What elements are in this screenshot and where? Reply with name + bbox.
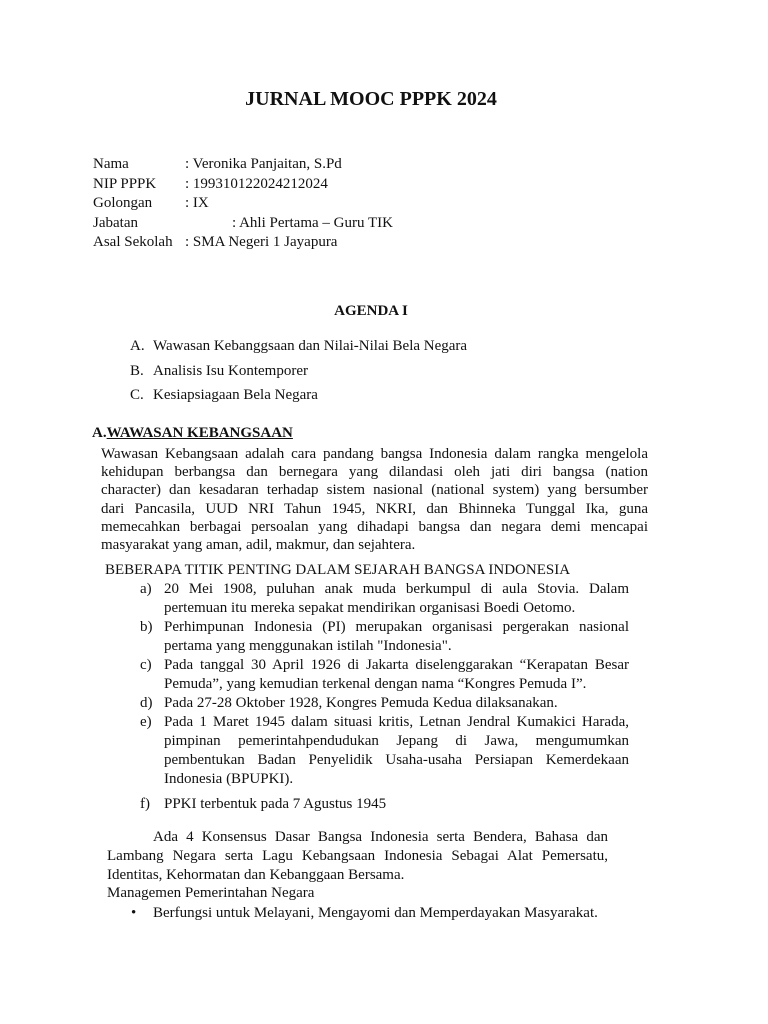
agenda-title: AGENDA I bbox=[334, 303, 408, 319]
paragraph-line: kehidupan berbangsa dan bernegara yang dilandasi oleh jati diri bangsa (nation bbox=[101, 464, 648, 481]
identity-value: : Veronika Panjaitan, S.Pd bbox=[185, 156, 342, 172]
paragraph-line: Wawasan Kebangsaan adalah cara pandang bangsa Indonesia dalam rangka mengelola bbox=[101, 446, 648, 462]
history-line: Indonesia (BPUPKI). bbox=[164, 771, 294, 787]
agenda-marker: B. bbox=[130, 362, 144, 379]
section-prefix: A. bbox=[92, 425, 107, 441]
identity-label: Asal Sekolah bbox=[93, 234, 173, 250]
history-line: Pada 1 Maret 1945 dalam situasi kritis, Letnan Jendral Kumakici Harada, bbox=[164, 714, 629, 730]
identity-label: Nama bbox=[93, 156, 129, 172]
history-line: Pada 27-28 Oktober 1928, Kongres Pemuda Kedua dilaksanakan. bbox=[164, 695, 558, 711]
identity-label: Golongan bbox=[93, 195, 153, 211]
agenda-marker: C. bbox=[130, 387, 144, 403]
history-line: pertemuan itu mereka sepakat mendirikan organisasi Boedi Oetomo. bbox=[164, 600, 576, 616]
bullet-text: Berfungsi untuk Melayani, Mengayomi dan Memperdayakan Masyarakat. bbox=[153, 905, 598, 921]
history-line: Perhimpunan Indonesia (PI) merupakan organisasi pergerakan nasional bbox=[164, 619, 629, 635]
history-item bbox=[140, 795, 629, 814]
history-marker: e) bbox=[140, 714, 152, 730]
management-heading: Managemen Pemerintahan Negara bbox=[107, 885, 315, 901]
consensus-paragraph bbox=[107, 828, 608, 885]
definition-paragraph bbox=[101, 445, 648, 554]
agenda-text: Analisis Isu Kontemporer bbox=[153, 362, 308, 379]
identity-value: : SMA Negeri 1 Jayapura bbox=[185, 234, 338, 250]
identity-label: Jabatan bbox=[93, 214, 138, 231]
history-line: Pemuda”, yang kemudian terkenal dengan nama “Kongres Pemuda I”. bbox=[164, 676, 587, 692]
identity-value: : Ahli Pertama – Guru TIK bbox=[232, 214, 393, 231]
history-marker: b) bbox=[140, 619, 153, 635]
history-subheading: BEBERAPA TITIK PENTING DALAM SEJARAH BANGSA INDONESIA bbox=[105, 562, 571, 578]
history-list bbox=[140, 580, 629, 814]
identity-label: NIP PPPK bbox=[93, 175, 157, 192]
history-line: pertama yang menggunakan istilah "Indonesia". bbox=[164, 638, 452, 654]
paragraph-line: Identitas, Kehormatan dan Kebanggaan Bersama. bbox=[107, 867, 405, 883]
paragraph-line: Ada 4 Konsensus Dasar Bangsa Indonesia serta Bendera, Bahasa dan bbox=[153, 829, 608, 845]
agenda-marker: A. bbox=[130, 338, 145, 354]
paragraph-line: dari Pancasila, UUD NRI Tahun 1945, NKRI, dan Bhinneka Tunggal Ika, guna bbox=[101, 500, 648, 517]
history-item bbox=[140, 580, 629, 618]
history-line: pimpinan pemerintahpendudukan Jepang di Jawa, mengumumkan bbox=[164, 733, 629, 749]
history-line: pembentukan Badan Penyelidik Usaha-usaha Persiapan Kemerdekaan bbox=[164, 752, 629, 768]
history-item bbox=[140, 618, 629, 656]
agenda-text: Kesiapsiagaan Bela Negara bbox=[153, 387, 318, 403]
history-line: 20 Mei 1908, puluhan anak muda berkumpul di aula Stovia. Dalam bbox=[164, 581, 629, 597]
identity-value: : IX bbox=[185, 195, 209, 211]
history-marker: a) bbox=[140, 581, 152, 597]
history-item bbox=[140, 713, 629, 789]
history-item bbox=[140, 694, 629, 713]
paragraph-line: memecahkan berbagai persoalan yang dihadapi bangsa dan negara demi mencapai bbox=[101, 518, 648, 535]
paragraph-line: masyarakat yang aman, adil, makmur, dan sejahtera. bbox=[101, 537, 416, 554]
agenda-text: Wawasan Kebanggsaan dan Nilai-Nilai Bela Negara bbox=[153, 338, 468, 354]
identity-value: : 199310122024212024 bbox=[185, 175, 328, 192]
paragraph-line: Lambang Negara serta Lagu Kebangsaan Indonesia Sebagai Alat Pemersatu, bbox=[107, 848, 608, 864]
history-item bbox=[140, 656, 629, 694]
section-heading-text: WAWASAN KEBANGSAAN bbox=[106, 425, 293, 441]
paragraph-line: character) dan kesadaran terhadap sistem nasional (national system) yang bersumber bbox=[101, 482, 648, 499]
document-title: JURNAL MOOC PPPK 2024 bbox=[245, 88, 497, 110]
history-marker: f) bbox=[140, 796, 150, 812]
history-line: Pada tanggal 30 April 1926 di Jakarta diselenggarakan “Kerapatan Besar bbox=[164, 657, 629, 673]
history-marker: d) bbox=[140, 695, 153, 711]
section-heading bbox=[92, 425, 293, 442]
history-line: PPKI terbentuk pada 7 Agustus 1945 bbox=[164, 796, 387, 812]
bullet-icon: • bbox=[131, 905, 137, 921]
history-marker: c) bbox=[140, 657, 152, 673]
